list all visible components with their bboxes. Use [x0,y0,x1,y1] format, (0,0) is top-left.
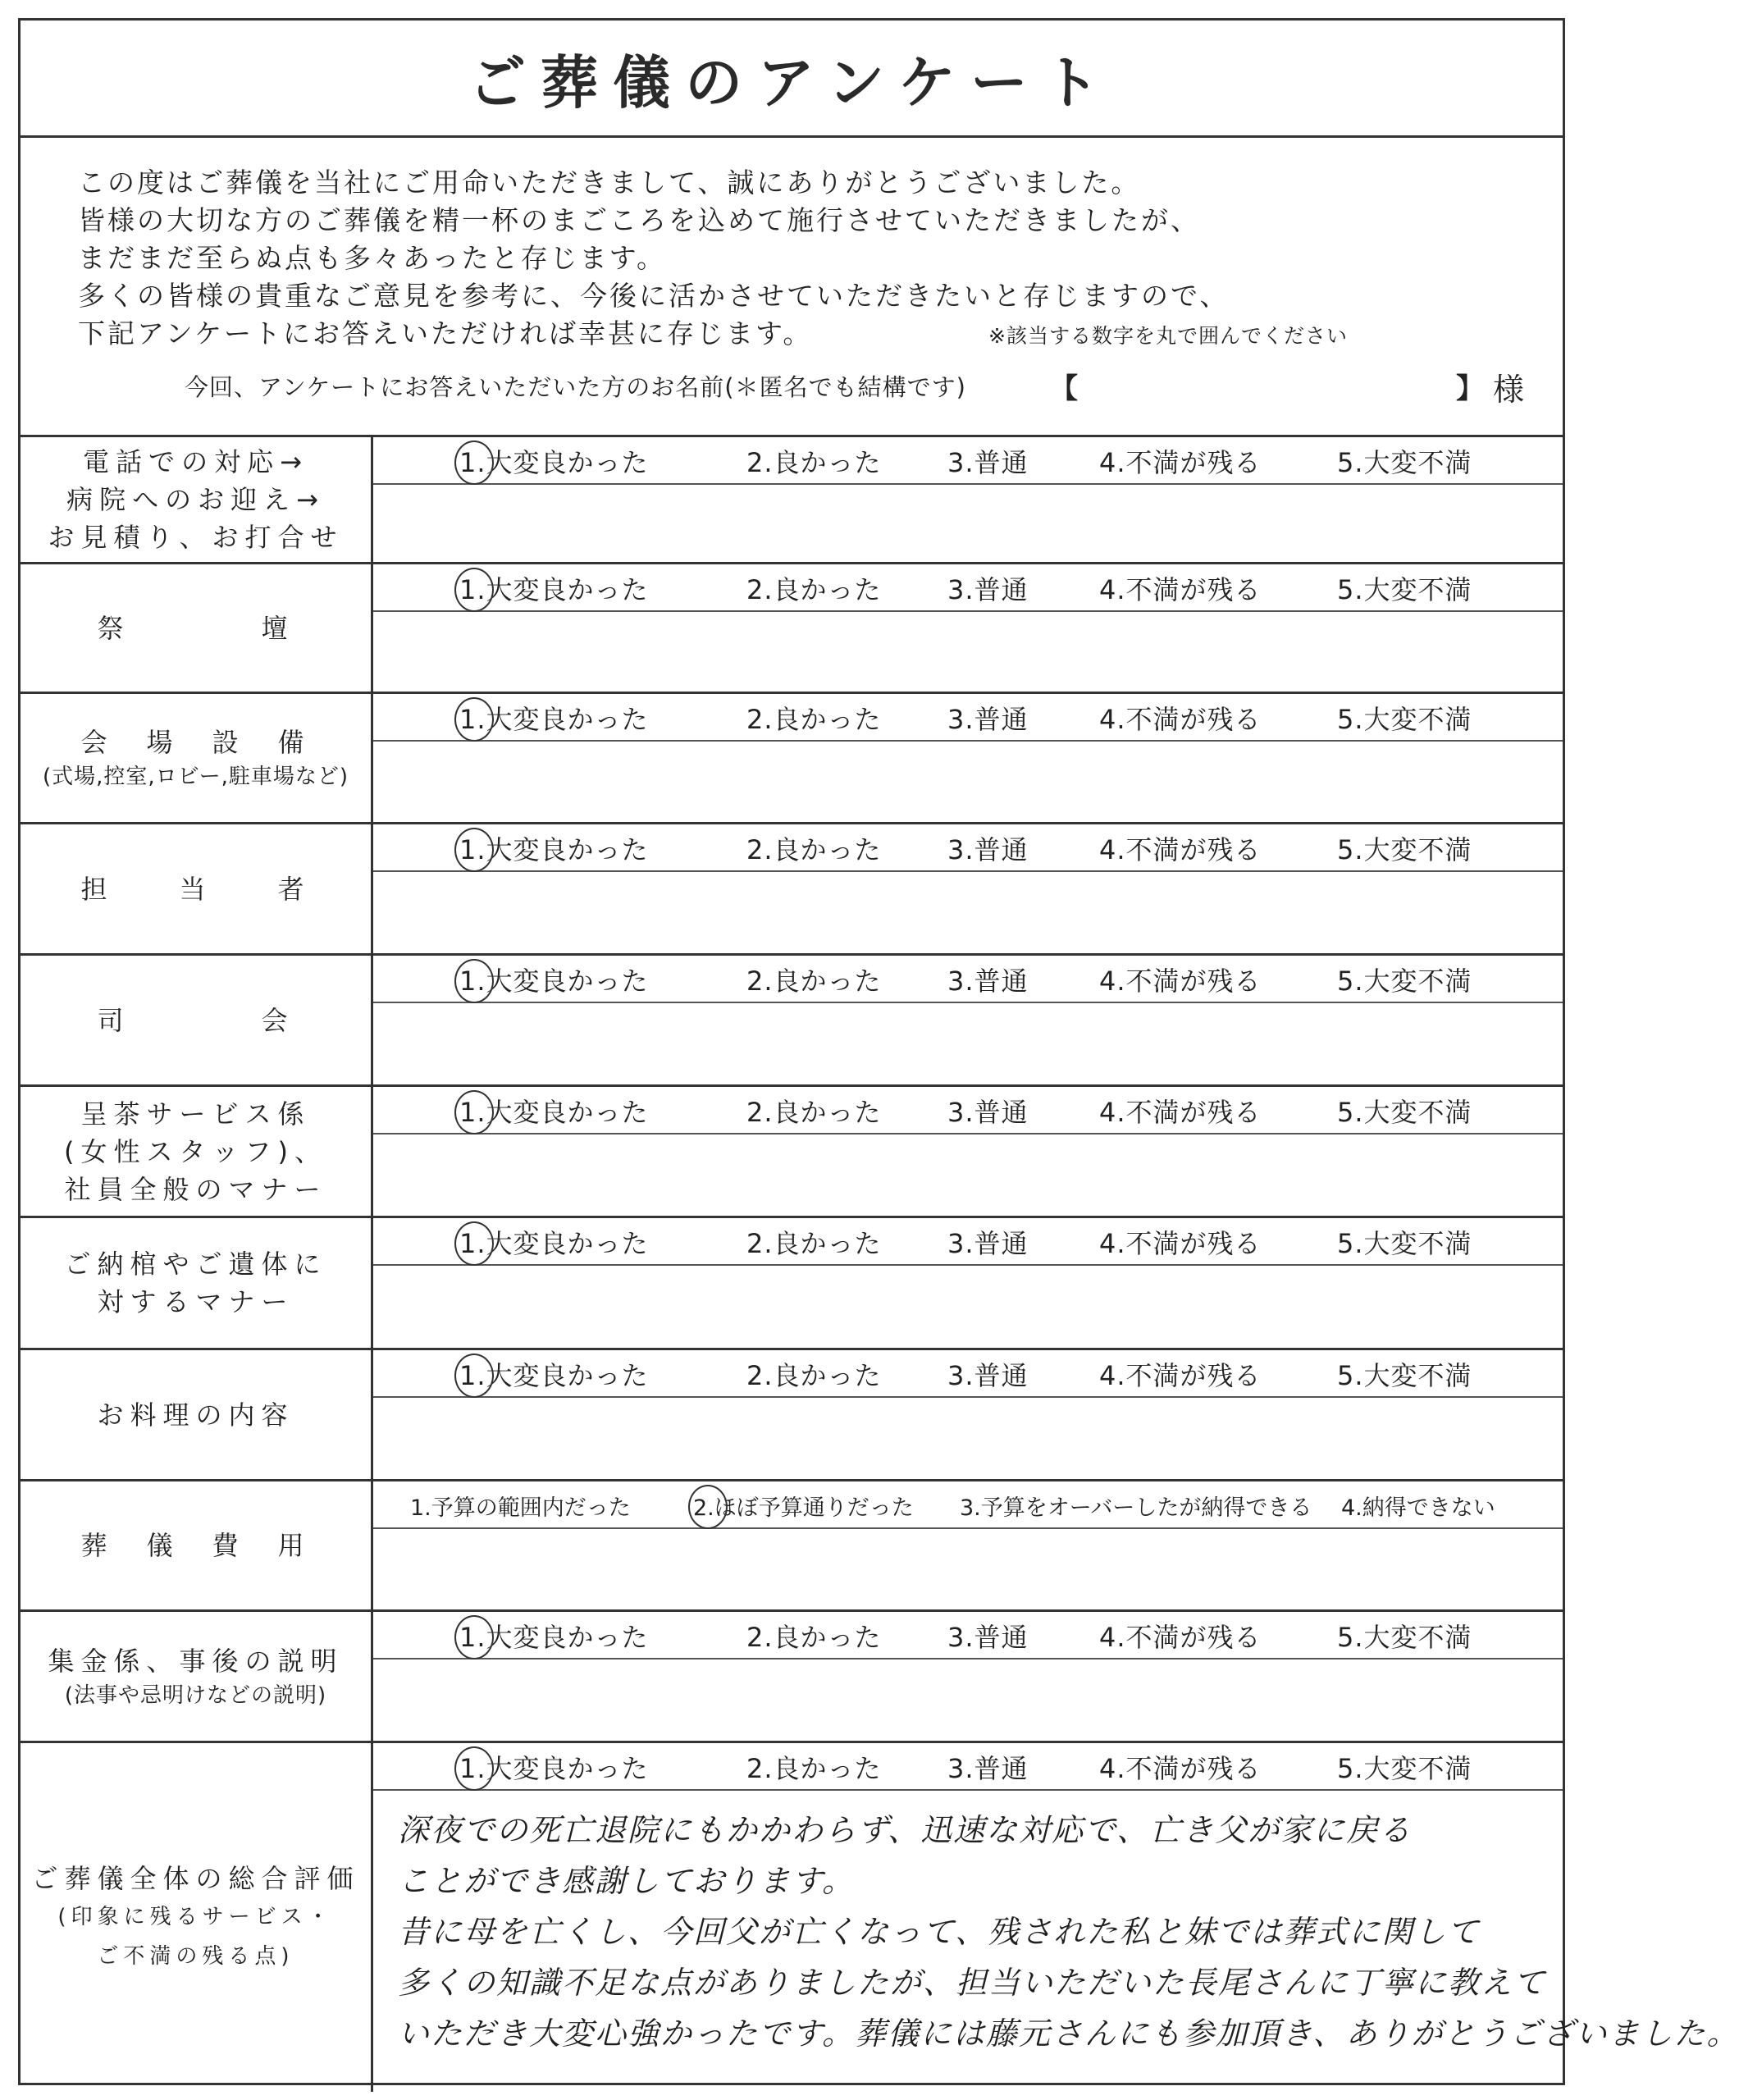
selection-circle [454,697,494,742]
answer-option[interactable]: 5.大変不満 [1337,1360,1472,1391]
intro-line: 皆様の大切な方のご葬儀を精一杯のまごころを込めて施行させていただきましたが、 [78,204,1200,236]
answer-option[interactable]: 4.不満が残る [1099,704,1262,735]
answer-option[interactable]: 3.普通 [947,1360,1029,1391]
intro-line: まだまだ至らぬ点も多々あったと存じます。 [78,242,667,274]
answer-option[interactable]: 4.納得できない [1341,1495,1495,1521]
selection-circle [454,828,494,872]
question-row [21,1609,1563,1741]
comment-line: ことができ感謝しております。 [398,1863,855,1899]
comment-line: 深夜での死亡退院にもかかわらず、迅速な対応で、亡き父が家に戻る [398,1812,1413,1848]
selection-circle [454,568,494,612]
answer-option[interactable]: 1.予算の範囲内だった [410,1495,631,1521]
question-label [21,564,373,692]
answer-options [373,694,1563,742]
answer-option[interactable]: 4.不満が残る [1099,834,1262,865]
question-label-sub: (式場,控室,ロビー,駐車場など) [42,765,349,789]
question-label-line: (女性スタッフ)、 [64,1135,327,1167]
answer-options [373,956,1563,1003]
answer-options [373,1350,1563,1398]
answer-option[interactable]: 3.普通 [947,966,1029,997]
question-label-line: お料理の内容 [97,1399,294,1431]
question-label [21,1087,373,1216]
intro-line: 下記アンケートにお答えいただければ幸甚に存じます。 [78,317,813,349]
question-label-sub: (印象に残るサービス・ [57,1904,334,1929]
name-label: 今回、アンケートにお答えいただいた方のお名前(＊匿名でも結構です) [185,373,966,401]
answer-option[interactable]: 5.大変不満 [1337,1228,1472,1259]
question-label-line: 電話での対応→ [83,446,308,477]
answer-option[interactable]: 4.不満が残る [1099,447,1262,478]
answer-option[interactable]: 1.大変良かった [459,1360,649,1391]
question-label [21,1218,373,1348]
question-label [21,956,373,1084]
question-row [21,1348,1563,1479]
question-label-line: お見積り、お打合せ [48,522,344,553]
question-label [21,1350,373,1479]
name-bracket-close: 】 [1456,372,1484,405]
answer-area [373,956,1563,1084]
answer-option[interactable]: 4.不満が残る [1099,966,1262,997]
question-label-line: 会 場 設 備 [80,727,311,758]
question-row [21,1479,1563,1609]
questionnaire-sheet [18,18,1739,2085]
handwritten-comment [398,1805,1739,2059]
name-suffix: 様 [1493,372,1525,408]
answer-area [373,1612,1563,1741]
answer-options [373,437,1563,485]
question-row [21,822,1563,953]
question-label [21,694,373,822]
answer-option[interactable]: 5.大変不満 [1337,966,1472,997]
answer-option[interactable]: 3.普通 [947,834,1029,865]
answer-option[interactable]: 1.大変良かった [459,1753,649,1784]
selection-circle [454,441,494,485]
answer-option[interactable]: 2.良かった [746,1753,882,1784]
answer-option[interactable]: 1.大変良かった [459,1097,649,1128]
question-row [21,692,1563,822]
answer-options [373,1218,1563,1266]
question-label-line: 病院へのお迎え→ [66,484,325,515]
answer-option[interactable]: 4.不満が残る [1099,1228,1262,1259]
instruction-note: ※該当する数字を丸で囲んでください [988,324,1348,348]
answer-options [373,564,1563,612]
question-row [21,1084,1563,1216]
answer-option[interactable]: 3.普通 [947,1097,1029,1128]
answer-option[interactable]: 4.不満が残る [1099,1753,1262,1784]
question-label [21,437,373,562]
answer-option[interactable]: 3.普通 [947,704,1029,735]
answer-option[interactable]: 3.予算をオーバーしたが納得できる [960,1495,1312,1521]
question-label-sub: ご不満の残る点) [97,1943,294,1969]
question-label [21,824,373,953]
name-row [185,369,1546,410]
answer-option[interactable]: 5.大変不満 [1337,704,1472,735]
answer-options [373,824,1563,872]
answer-option[interactable]: 2.良かった [746,834,882,865]
answer-option[interactable]: 3.普通 [947,1622,1029,1653]
answer-option[interactable]: 4.不満が残る [1099,1360,1262,1391]
question-label-line: 社員全般のマナー [64,1173,327,1205]
answer-option[interactable]: 2.ほぼ予算通りだった [693,1495,914,1521]
page-title: ご葬儀のアンケート [468,48,1115,116]
answer-options [373,1743,1563,1791]
answer-option[interactable]: 3.普通 [947,1753,1029,1784]
answer-option[interactable]: 4.不満が残る [1099,1097,1262,1128]
answer-area [373,1087,1563,1216]
answer-option[interactable]: 1.大変良かった [459,966,649,997]
answer-option[interactable]: 1.大変良かった [459,1228,649,1259]
answer-option[interactable]: 5.大変不満 [1337,1622,1472,1653]
question-label-line: ご葬儀全体の総合評価 [31,1862,360,1894]
answer-area [373,437,1563,562]
answer-option[interactable]: 3.普通 [947,1228,1029,1259]
answer-area [373,694,1563,822]
comment-line: 多くの知識不足な点がありましたが、担当いただいた長尾さんに丁寧に教えて [398,1965,1547,2001]
answer-area [373,1218,1563,1348]
question-label-line: 集金係、事後の説明 [48,1645,344,1677]
question-row [21,435,1563,562]
answer-area [373,1350,1563,1479]
answer-option[interactable]: 3.普通 [947,574,1029,605]
answer-area [373,824,1563,953]
answer-option[interactable]: 5.大変不満 [1337,574,1472,605]
answer-option[interactable]: 5.大変不満 [1337,834,1472,865]
comment-line: いただき大変心強かったです。葬儀には藤元さんにも参加頂き、ありがとうございました。 [398,2016,1739,2052]
title-box [21,21,1563,138]
answer-option[interactable]: 1.大変良かった [459,574,649,605]
name-bracket-open: 【 [1050,372,1078,405]
answer-option[interactable]: 4.不満が残る [1099,1622,1262,1653]
answer-options [373,1612,1563,1659]
answer-option[interactable]: 5.大変不満 [1337,1753,1472,1784]
question-label-line: 祭 壇 [97,612,294,644]
question-label-line: 担 当 者 [80,873,311,905]
answer-option[interactable]: 2.良かった [746,704,882,735]
answer-option[interactable]: 4.不満が残る [1099,574,1262,605]
answer-options [373,1481,1563,1529]
answer-area [373,564,1563,692]
question-label [21,1612,373,1741]
intro-line: 多くの皆様の貴重なご意見を参考に、今後に活かさせていただきたいと存じますので、 [78,280,1230,312]
question-row [21,953,1563,1084]
answer-option[interactable]: 3.普通 [947,447,1029,478]
answer-option[interactable]: 2.良かった [746,1622,882,1653]
answer-options [373,1087,1563,1134]
answer-option[interactable]: 1.大変良かった [459,704,649,735]
selection-circle [454,1615,494,1659]
answer-option[interactable]: 5.大変不満 [1337,447,1472,478]
question-label-line: 対するマナー [97,1286,294,1317]
answer-option[interactable]: 2.良かった [746,1097,882,1128]
answer-option[interactable]: 1.大変良かった [459,834,649,865]
answer-option[interactable]: 2.良かった [746,574,882,605]
selection-circle [454,1090,494,1134]
intro-line: この度はご葬儀を当社にご用命いただきまして、誠にありがとうございました。 [78,167,1141,199]
answer-area [373,1481,1563,1609]
question-label-sub: (法事や忌明けなどの説明) [64,1682,327,1708]
selection-circle [688,1485,728,1529]
question-label-line: 葬 儀 費 用 [80,1530,311,1561]
answer-option[interactable]: 1.大変良かった [459,1622,649,1653]
question-label-line: 司 会 [97,1004,294,1036]
question-row [21,562,1563,692]
selection-circle [454,959,494,1003]
answer-option[interactable]: 2.良かった [746,966,882,997]
answer-option[interactable]: 1.大変良かった [459,447,649,478]
question-row [21,1216,1563,1348]
selection-circle [454,1354,494,1398]
question-label [21,1481,373,1609]
answer-option[interactable]: 2.良かった [746,1228,882,1259]
question-label [21,1743,373,2092]
selection-circle [454,1746,494,1791]
comment-line: 昔に母を亡くし、今回父が亡くなって、残された私と妹では葬式に関して [398,1914,1481,1950]
question-label-line: ご納棺やご遺体に [64,1249,327,1280]
selection-circle [454,1221,494,1266]
question-label-line: 呈茶サービス係 [80,1098,311,1130]
answer-option[interactable]: 2.良かった [746,1360,882,1391]
answer-option[interactable]: 5.大変不満 [1337,1097,1472,1128]
answer-option[interactable]: 2.良かった [746,447,882,478]
